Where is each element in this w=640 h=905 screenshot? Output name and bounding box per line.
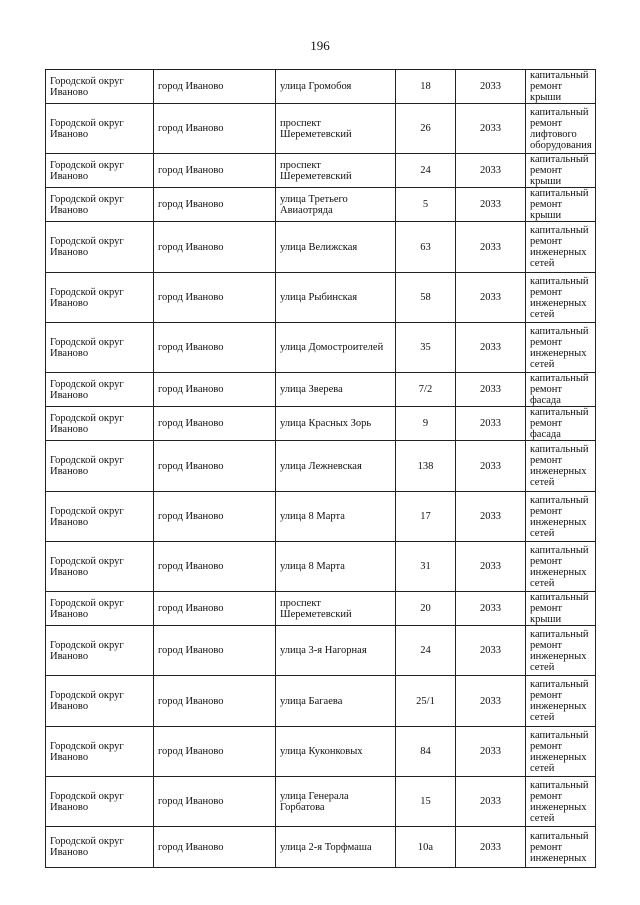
district-cell: Городской округ Иваново	[46, 777, 154, 827]
house-number-cell: 17	[396, 492, 456, 542]
district-cell: Городской округ Иваново	[46, 70, 154, 104]
district-cell: Городской округ Иваново	[46, 188, 154, 222]
work-type-cell: капитальный ремонт инженерных сетей	[526, 777, 596, 827]
work-type-cell: капитальный ремонт инженерных	[526, 827, 596, 868]
street-cell: улица Домостроителей	[276, 323, 396, 373]
year-cell: 2033	[456, 104, 526, 154]
settlement-cell: город Иваново	[154, 492, 276, 542]
work-type-cell: капитальный ремонт инженерных сетей	[526, 676, 596, 727]
table-row	[46, 70, 596, 104]
work-type-cell: капитальный ремонт инженерных сетей	[526, 727, 596, 777]
year-cell: 2033	[456, 676, 526, 727]
table-row	[46, 273, 596, 323]
work-type-cell: капитальный ремонт фасада	[526, 407, 596, 441]
settlement-cell: город Иваново	[154, 373, 276, 407]
table-row	[46, 492, 596, 542]
district-cell: Городской округ Иваново	[46, 727, 154, 777]
street-cell: улица Громобоя	[276, 70, 396, 104]
street-cell: улица 8 Марта	[276, 492, 396, 542]
street-cell: улица Куконковых	[276, 727, 396, 777]
year-cell: 2033	[456, 222, 526, 273]
settlement-cell: город Иваново	[154, 592, 276, 626]
table-row	[46, 676, 596, 727]
district-cell: Городской округ Иваново	[46, 323, 154, 373]
house-number-cell: 9	[396, 407, 456, 441]
table-row	[46, 777, 596, 827]
house-number-cell: 24	[396, 154, 456, 188]
settlement-cell: город Иваново	[154, 827, 276, 868]
settlement-cell: город Иваново	[154, 222, 276, 273]
house-number-cell: 25/1	[396, 676, 456, 727]
district-cell: Городской округ Иваново	[46, 492, 154, 542]
settlement-cell: город Иваново	[154, 70, 276, 104]
settlement-cell: город Иваново	[154, 188, 276, 222]
settlement-cell: город Иваново	[154, 441, 276, 492]
house-number-cell: 20	[396, 592, 456, 626]
year-cell: 2033	[456, 407, 526, 441]
settlement-cell: город Иваново	[154, 323, 276, 373]
house-number-cell: 18	[396, 70, 456, 104]
district-cell: Городской округ Иваново	[46, 373, 154, 407]
year-cell: 2033	[456, 373, 526, 407]
district-cell: Городской округ Иваново	[46, 441, 154, 492]
district-cell: Городской округ Иваново	[46, 592, 154, 626]
work-type-cell: капитальный ремонт крыши	[526, 188, 596, 222]
year-cell: 2033	[456, 188, 526, 222]
street-cell: улица Велижская	[276, 222, 396, 273]
house-number-cell: 7/2	[396, 373, 456, 407]
house-number-cell: 84	[396, 727, 456, 777]
house-number-cell: 26	[396, 104, 456, 154]
work-type-cell: капитальный ремонт инженерных сетей	[526, 542, 596, 592]
house-number-cell: 5	[396, 188, 456, 222]
settlement-cell: город Иваново	[154, 676, 276, 727]
street-cell: улица 8 Марта	[276, 542, 396, 592]
table-row	[46, 727, 596, 777]
street-cell: улица Генерала Горбатова	[276, 777, 396, 827]
table-row	[46, 407, 596, 441]
work-type-cell: капитальный ремонт инженерных сетей	[526, 323, 596, 373]
district-cell: Городской округ Иваново	[46, 222, 154, 273]
house-number-cell: 15	[396, 777, 456, 827]
house-number-cell: 35	[396, 323, 456, 373]
district-cell: Городской округ Иваново	[46, 407, 154, 441]
district-cell: Городской округ Иваново	[46, 676, 154, 727]
year-cell: 2033	[456, 777, 526, 827]
year-cell: 2033	[456, 592, 526, 626]
street-cell: улица Рыбинская	[276, 273, 396, 323]
work-type-cell: капитальный ремонт крыши	[526, 154, 596, 188]
table-row	[46, 154, 596, 188]
table-row	[46, 188, 596, 222]
table-row	[46, 222, 596, 273]
settlement-cell: город Иваново	[154, 542, 276, 592]
street-cell: проспект Шереметевский	[276, 592, 396, 626]
table-row	[46, 373, 596, 407]
work-type-cell: капитальный ремонт инженерных сетей	[526, 222, 596, 273]
year-cell: 2033	[456, 827, 526, 868]
table-row	[46, 441, 596, 492]
house-number-cell: 63	[396, 222, 456, 273]
house-number-cell: 10а	[396, 827, 456, 868]
year-cell: 2033	[456, 626, 526, 676]
table-row	[46, 592, 596, 626]
house-number-cell: 31	[396, 542, 456, 592]
settlement-cell: город Иваново	[154, 154, 276, 188]
work-type-cell: капитальный ремонт инженерных сетей	[526, 441, 596, 492]
settlement-cell: город Иваново	[154, 104, 276, 154]
table-row	[46, 827, 596, 868]
street-cell: улица 3-я Нагорная	[276, 626, 396, 676]
settlement-cell: город Иваново	[154, 727, 276, 777]
district-cell: Городской округ Иваново	[46, 273, 154, 323]
street-cell: улица Багаева	[276, 676, 396, 727]
work-type-cell: капитальный ремонт крыши	[526, 70, 596, 104]
district-cell: Городской округ Иваново	[46, 104, 154, 154]
house-number-cell: 58	[396, 273, 456, 323]
settlement-cell: город Иваново	[154, 273, 276, 323]
house-number-cell: 24	[396, 626, 456, 676]
work-type-cell: капитальный ремонт инженерных сетей	[526, 492, 596, 542]
year-cell: 2033	[456, 154, 526, 188]
street-cell: улица Зверева	[276, 373, 396, 407]
work-type-cell: капитальный ремонт крыши	[526, 592, 596, 626]
repair-schedule-table	[45, 69, 596, 868]
district-cell: Городской округ Иваново	[46, 542, 154, 592]
street-cell: улица Третьего Авиаотряда	[276, 188, 396, 222]
street-cell: улица Лежневская	[276, 441, 396, 492]
table-row	[46, 323, 596, 373]
street-cell: проспект Шереметевский	[276, 104, 396, 154]
district-cell: Городской округ Иваново	[46, 626, 154, 676]
table-row	[46, 104, 596, 154]
settlement-cell: город Иваново	[154, 626, 276, 676]
house-number-cell: 138	[396, 441, 456, 492]
year-cell: 2033	[456, 542, 526, 592]
district-cell: Городской округ Иваново	[46, 827, 154, 868]
year-cell: 2033	[456, 273, 526, 323]
year-cell: 2033	[456, 323, 526, 373]
work-type-cell: капитальный ремонт лифтового оборудования	[526, 104, 596, 154]
year-cell: 2033	[456, 441, 526, 492]
street-cell: улица 2-я Торфмаша	[276, 827, 396, 868]
work-type-cell: капитальный ремонт инженерных сетей	[526, 626, 596, 676]
year-cell: 2033	[456, 70, 526, 104]
district-cell: Городской округ Иваново	[46, 154, 154, 188]
work-type-cell: капитальный ремонт фасада	[526, 373, 596, 407]
settlement-cell: город Иваново	[154, 407, 276, 441]
table-row	[46, 626, 596, 676]
year-cell: 2033	[456, 492, 526, 542]
year-cell: 2033	[456, 727, 526, 777]
settlement-cell: город Иваново	[154, 777, 276, 827]
page-number: 196	[310, 38, 330, 53]
table-row	[46, 542, 596, 592]
street-cell: улица Красных Зорь	[276, 407, 396, 441]
street-cell: проспект Шереметевский	[276, 154, 396, 188]
work-type-cell: капитальный ремонт инженерных сетей	[526, 273, 596, 323]
